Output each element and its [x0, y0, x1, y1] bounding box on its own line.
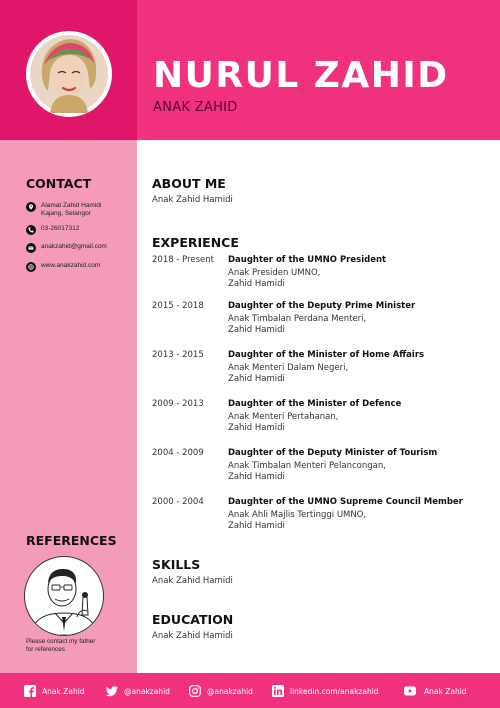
contact-heading: CONTACT — [26, 176, 92, 191]
experience-description-line: Zahid Hamidi — [228, 521, 285, 531]
reference-note-line: for references — [26, 646, 65, 653]
footer-facebook-label: Anak Zahid — [42, 686, 85, 696]
contact-email — [26, 243, 126, 253]
experience-description-line: Zahid Hamidi — [228, 472, 285, 482]
experience-description — [228, 412, 338, 434]
experience-description — [228, 510, 366, 532]
contact-email-text[interactable]: anakzahid@gmail.com — [41, 243, 107, 250]
experience-period: 2015 - 2018 — [152, 301, 204, 311]
globe-icon — [26, 262, 36, 272]
experience-description-line: Zahid Hamidi — [228, 423, 285, 433]
experience-description — [228, 461, 386, 483]
footer-youtube-link[interactable] — [402, 685, 467, 697]
skills-text: Anak Zahid Hamidi — [152, 576, 233, 586]
experience-item — [152, 255, 482, 295]
experience-description-line: Anak Menteri Pertahanan, — [228, 412, 339, 422]
experience-period: 2000 - 2004 — [152, 497, 204, 507]
experience-title: Daughter of the Minister of Defence — [228, 399, 402, 409]
experience-description-line: Zahid Hamidi — [228, 279, 285, 289]
skills-heading: SKILLS — [152, 557, 201, 572]
references-heading: REFERENCES — [26, 533, 117, 548]
footer-facebook-link[interactable] — [24, 685, 85, 697]
footer-instagram-label: @anakzahid — [207, 686, 253, 696]
contact-address-line: Kajang, Selangor — [41, 210, 91, 217]
experience-item — [152, 350, 482, 390]
experience-description-line: Anak Menteri Dalam Negeri, — [228, 363, 349, 373]
experience-title: Daughter of the Deputy Minister of Tourism — [228, 448, 438, 458]
candidate-name: NURUL ZAHID — [153, 55, 449, 96]
linkedin-icon — [272, 685, 284, 697]
experience-description-line: Anak Timbalan Perdana Menteri, — [228, 314, 367, 324]
instagram-icon — [189, 685, 201, 697]
about-heading: ABOUT ME — [152, 176, 226, 191]
experience-description-line: Zahid Hamidi — [228, 374, 285, 384]
footer-linkedin-link[interactable] — [272, 685, 379, 697]
experience-description-line: Anak Timbalan Menteri Pelancongan, — [228, 461, 386, 471]
phone-icon — [26, 225, 36, 235]
profile-photo — [26, 31, 112, 117]
contact-phone — [26, 225, 126, 235]
candidate-subtitle: ANAK ZAHID — [153, 100, 238, 115]
experience-description-line: Anak Ahli Majlis Tertinggi UMNO, — [228, 510, 367, 520]
experience-item — [152, 497, 482, 537]
footer-twitter-link[interactable] — [106, 685, 170, 697]
footer-linkedin-label: linkedin.com/anakzahid — [290, 686, 379, 696]
experience-title: Daughter of the UMNO Supreme Council Member — [228, 497, 463, 507]
youtube-icon — [402, 685, 418, 697]
footer-youtube-label: Anak Zahid — [424, 686, 467, 696]
experience-item — [152, 448, 482, 488]
experience-description — [228, 314, 366, 336]
contact-address-line: Alamat Zahid Hamidi — [41, 202, 102, 209]
experience-period: 2004 - 2009 — [152, 448, 204, 458]
education-text: Anak Zahid Hamidi — [152, 631, 233, 641]
footer-social-bar — [0, 673, 500, 708]
location-pin-icon — [26, 202, 36, 212]
experience-description — [228, 363, 348, 385]
experience-title: Daughter of the Deputy Prime Minister — [228, 301, 416, 311]
profile-portrait-icon — [30, 35, 108, 113]
education-heading: EDUCATION — [152, 612, 234, 627]
footer-twitter-label: @anakzahid — [124, 686, 170, 696]
experience-period: 2013 - 2015 — [152, 350, 204, 360]
reference-note-line: Please contact my father — [26, 638, 96, 645]
experience-period: 2009 - 2013 — [152, 399, 204, 409]
reference-illustration — [24, 556, 104, 636]
reference-note — [26, 638, 126, 654]
twitter-icon — [106, 685, 118, 697]
about-text: Anak Zahid Hamidi — [152, 195, 233, 205]
contact-website-text[interactable]: www.anakzahid.com — [41, 262, 101, 269]
reference-caricature-icon — [25, 557, 103, 635]
experience-period: 2018 - Present — [152, 255, 214, 265]
experience-title: Daughter of the Minister of Home Affairs — [228, 350, 425, 360]
contact-website — [26, 262, 126, 272]
experience-title: Daughter of the UMNO President — [228, 255, 387, 265]
experience-item — [152, 399, 482, 439]
experience-description-line: Zahid Hamidi — [228, 325, 285, 335]
facebook-icon — [24, 685, 36, 697]
footer-instagram-link[interactable] — [189, 685, 253, 697]
experience-heading: EXPERIENCE — [152, 235, 239, 250]
contact-address — [26, 202, 126, 218]
experience-description — [228, 268, 320, 290]
experience-description-line: Anak Presiden UMNO, — [228, 268, 321, 278]
experience-item — [152, 301, 482, 341]
contact-phone-text: 03-26017312 — [41, 225, 80, 232]
email-icon — [26, 243, 36, 253]
